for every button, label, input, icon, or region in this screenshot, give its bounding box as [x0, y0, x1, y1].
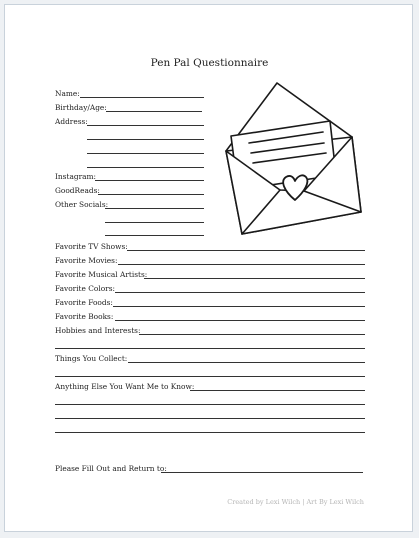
return-address-line[interactable]	[161, 472, 363, 473]
hobbies-interests-line-2[interactable]	[55, 348, 365, 349]
favorite-musical-artists-label: Favorite Musical Artists:	[55, 270, 148, 279]
other-socials-line-2[interactable]	[105, 222, 204, 223]
favorite-movies-label: Favorite Movies:	[55, 256, 118, 265]
instagram-label: Instagram:	[55, 172, 97, 181]
name-line[interactable]	[80, 97, 204, 98]
address-line-3[interactable]	[87, 153, 204, 154]
other-socials-line-1[interactable]	[105, 208, 204, 209]
favorite-musical-artists-line[interactable]	[144, 278, 365, 279]
address-line-2[interactable]	[87, 139, 204, 140]
return-instruction-label: Please Fill Out and Return to:	[55, 464, 167, 473]
anything-else-line-1[interactable]	[190, 390, 365, 391]
birthday-age-line[interactable]	[106, 111, 202, 112]
address-line-1[interactable]	[87, 125, 204, 126]
birthday-age-label: Birthday/Age:	[55, 103, 107, 112]
hobbies-interests-label: Hobbies and Interests:	[55, 326, 141, 335]
favorite-books-label: Favorite Books:	[55, 312, 114, 321]
address-line-4[interactable]	[87, 167, 204, 168]
favorite-tv-shows-label: Favorite TV Shows:	[55, 242, 128, 251]
name-label: Name:	[55, 89, 80, 98]
anything-else-label: Anything Else You Want Me to Know:	[55, 382, 195, 391]
instagram-line[interactable]	[95, 180, 204, 181]
favorite-tv-shows-line[interactable]	[127, 250, 365, 251]
other-socials-line-3[interactable]	[105, 235, 204, 236]
questionnaire-page	[4, 4, 413, 532]
hobbies-interests-line-1[interactable]	[139, 334, 365, 335]
favorite-colors-label: Favorite Colors:	[55, 284, 115, 293]
goodreads-line[interactable]	[98, 194, 204, 195]
footer-credit: Created by Lexi Wilch | Art By Lexi Wilch	[227, 498, 364, 506]
anything-else-line-2[interactable]	[55, 404, 365, 405]
favorite-books-line[interactable]	[115, 320, 365, 321]
anything-else-line-4[interactable]	[55, 432, 365, 433]
envelope-with-heart-icon	[220, 79, 365, 239]
address-label: Address:	[55, 117, 88, 126]
favorite-foods-line[interactable]	[113, 306, 365, 307]
goodreads-label: GoodReads:	[55, 186, 100, 195]
anything-else-line-3[interactable]	[55, 418, 365, 419]
page-title: Pen Pal Questionnaire	[150, 57, 269, 69]
things-you-collect-label: Things You Collect:	[55, 354, 128, 363]
things-you-collect-line-2[interactable]	[55, 376, 365, 377]
other-socials-label: Other Socials:	[55, 200, 109, 209]
favorite-colors-line[interactable]	[115, 292, 365, 293]
favorite-movies-line[interactable]	[118, 264, 365, 265]
things-you-collect-line-1[interactable]	[128, 362, 365, 363]
favorite-foods-label: Favorite Foods:	[55, 298, 113, 307]
